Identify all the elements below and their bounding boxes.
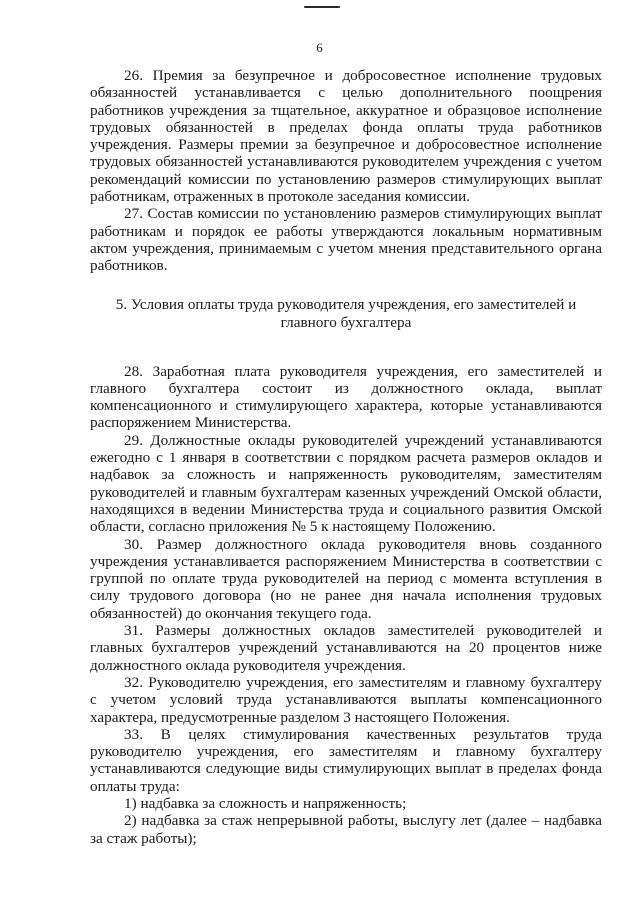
- paragraph-30: 30. Размер должностного оклада руководителя вновь созданного учреждения устанавливается распоряжением Министерства в соответствии с группой по оплате труда руководителей на период с момента вступления в силу трудового договора (но не ранее дня начала исполнения трудовых обязанностей) до окончания текущего года.: [90, 535, 602, 622]
- paragraph-26: 26. Премия за безупречное и добросовестное исполнение трудовых обязанностей устанавливается с целью дополнительного поощрения работников учреждения за тщательное, аккуратное и образцовое исполнение трудовых обязанностей в пределах фонда оплаты труда работников учреждения. Размеры премии за безупречное и добросовестное исполнение трудовых обязанностей устанавливаются руководителем учреждения с учетом рекомендаций комиссии по установлению размеров стимулирующих выплат работникам, отраженных в протоколе заседания комиссии.: [90, 67, 602, 206]
- list-item-1: 1) надбавка за сложность и напряженность;: [124, 794, 407, 812]
- list-item-2: 2) надбавка за стаж непрерывной работы, выслугу лет (далее – надбавка за стаж работы);: [90, 812, 602, 847]
- scan-artifact-line: [304, 6, 340, 8]
- paragraph-28: 28. Заработная плата руководителя учреждения, его заместителей и главного бухгалтера состоит из должностного оклада, выплат компенсационного и стимулирующего характера, которые устанавливаются распоряжением Министерства.: [90, 362, 602, 432]
- paragraph-32: 32. Руководителю учреждения, его заместителям и главному бухгалтеру с учетом условий труда устанавливаются выплаты компенсационного характера, предусмотренные разделом 3 настоящего Положения.: [90, 673, 602, 726]
- paragraph-31: 31. Размеры должностных окладов заместителей руководителей и главных бухгалтеров учреждений устанавливаются на 20 процентов ниже должностного оклада руководителя учреждения.: [90, 622, 602, 674]
- paragraph-27: 27. Состав комиссии по установлению размеров стимулирующих выплат работникам и порядок ее работы утверждаются локальным нормативным актом учреждения, принимаемым с учетом мнения представительного органа работников.: [90, 205, 602, 275]
- paragraph-33: 33. В целях стимулирования качественных результатов труда руководителю учреждения, его заместителям и главному бухгалтеру устанавливаются следующие виды стимулирующих выплат в пределах фонда оплаты труда:: [90, 725, 602, 795]
- section-heading: 5. Условия оплаты труда руководителя учреждения, его заместителей и главного бухгалтера: [115, 295, 577, 331]
- document-body: [90, 67, 602, 847]
- page-number: 6: [316, 40, 323, 55]
- paragraph-29: 29. Должностные оклады руководителей учреждений устанавливаются ежегодно с 1 января в соответствии с порядком расчета размеров окладов и надбавок за сложность и напряженность руководителям, заместителям руководителей и главным бухгалтерам казенных учреждений Омской области, находящихся в ведении Министерства труда и социального развития Омской области, согласно приложения № 5 к настоящему Положению.: [90, 431, 602, 536]
